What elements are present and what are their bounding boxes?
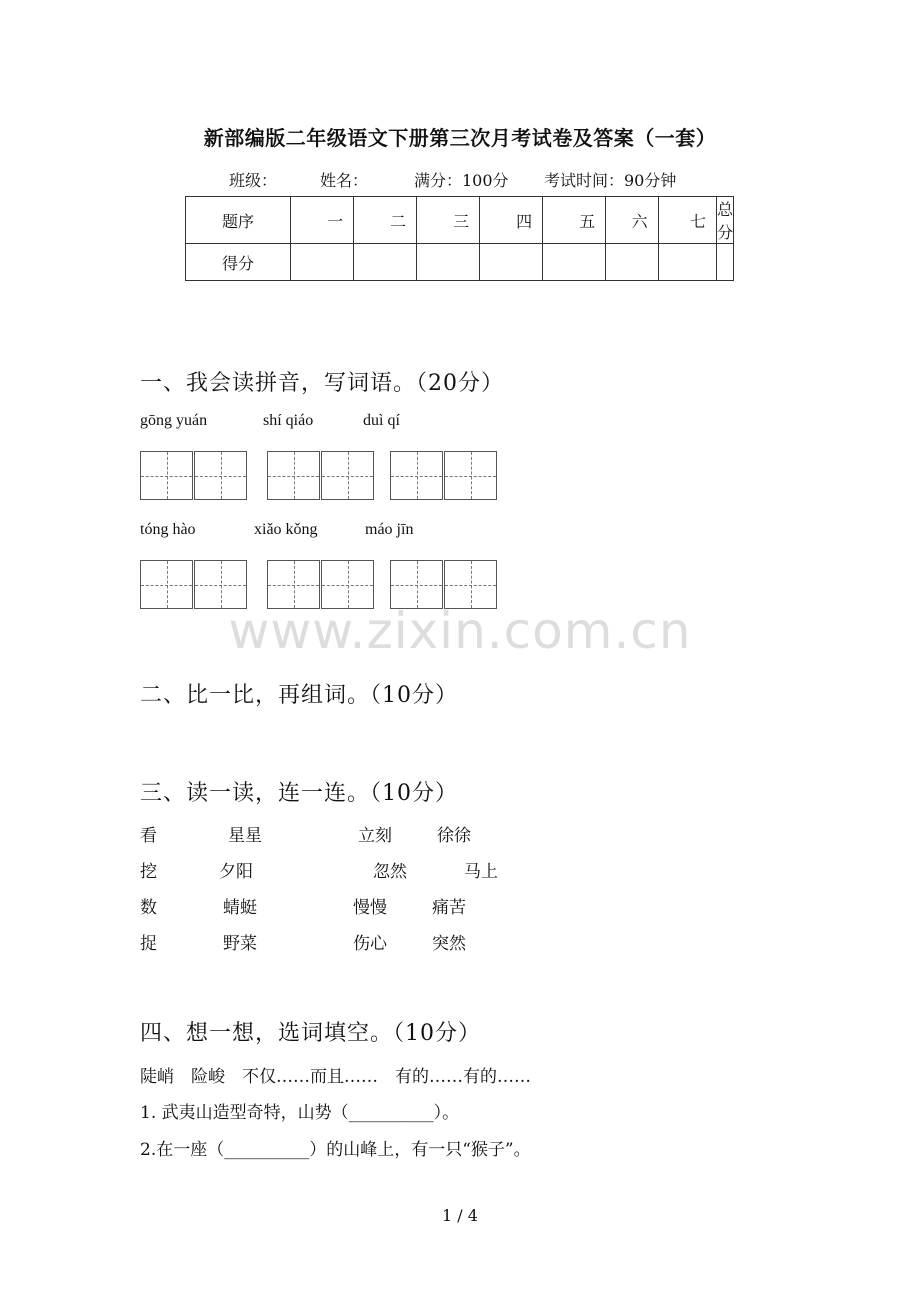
match-word: 慢慢 — [353, 898, 387, 918]
score-table — [185, 196, 734, 281]
score-input-cell[interactable] — [658, 244, 716, 281]
section-3-heading: 三、读一读，连一连。（10分） — [140, 781, 458, 806]
match-word: 蜻蜓 — [223, 898, 257, 918]
document-title: 新部编版二年级语文下册第三次月考试卷及答案（一套） — [203, 126, 717, 150]
score-input-cell[interactable] — [417, 244, 480, 281]
pinyin-label: máo jīn — [365, 521, 414, 538]
score-table-score-row — [186, 244, 734, 281]
match-word: 数 — [140, 898, 157, 918]
writing-grid — [267, 451, 375, 500]
table-cell: 二 — [354, 197, 417, 244]
table-cell: 题序 — [186, 197, 291, 244]
match-word: 野菜 — [223, 934, 257, 954]
pinyin-label: gōng yuán — [140, 412, 208, 429]
table-cell: 三 — [417, 197, 480, 244]
pinyin-label: tóng hào — [140, 521, 196, 538]
match-word: 马上 — [464, 862, 498, 882]
score-input-cell[interactable] — [480, 244, 543, 281]
tian-grid-cell[interactable] — [194, 451, 247, 500]
tian-grid-cell[interactable] — [390, 451, 443, 500]
tian-grid-cell[interactable] — [267, 451, 320, 500]
score-input-cell[interactable] — [354, 244, 417, 281]
match-word: 忽然 — [373, 862, 407, 882]
score-input-cell[interactable] — [543, 244, 606, 281]
match-word: 捉 — [140, 934, 157, 954]
question-2: 2.在一座（__________）的山峰上，有一只“猴子”。 — [140, 1140, 531, 1160]
table-cell: 得分 — [186, 244, 291, 281]
tian-grid-cell[interactable] — [321, 451, 374, 500]
page-number: 1 / 4 — [442, 1206, 478, 1225]
pinyin-label: shí qiáo — [263, 412, 314, 429]
table-cell: 五 — [543, 197, 606, 244]
table-cell: 总分 — [716, 197, 733, 244]
match-word: 痛苦 — [432, 898, 466, 918]
writing-grid — [390, 451, 498, 500]
score-table-header-row — [186, 197, 734, 244]
score-input-cell[interactable] — [606, 244, 659, 281]
writing-grid — [140, 451, 248, 500]
exam-time-label: 考试时间：90分钟 — [544, 171, 677, 190]
match-word: 星星 — [228, 826, 262, 846]
table-cell: 七 — [658, 197, 716, 244]
section-1-heading: 一、我会读拼音，写词语。（20分） — [140, 371, 504, 396]
pinyin-label: xiǎo kǒng — [254, 521, 318, 538]
match-word: 夕阳 — [219, 862, 253, 882]
pinyin-label: duì qí — [363, 412, 400, 429]
table-cell: 一 — [291, 197, 354, 244]
score-input-cell[interactable] — [291, 244, 354, 281]
name-label: 姓名： — [320, 171, 369, 190]
match-word: 徐徐 — [437, 826, 471, 846]
full-score-label: 满分：100分 — [414, 171, 509, 190]
section-4-heading: 四、想一想，选词填空。（10分） — [140, 1021, 481, 1046]
section-2-heading: 二、比一比，再组词。（10分） — [140, 683, 458, 708]
score-input-cell[interactable] — [716, 244, 733, 281]
match-word: 立刻 — [358, 826, 392, 846]
word-options: 陡峭 险峻 不仅……而且…… 有的……有的…… — [140, 1067, 531, 1087]
match-word: 伤心 — [353, 934, 387, 954]
match-word: 突然 — [432, 934, 466, 954]
table-cell: 六 — [606, 197, 659, 244]
match-word: 挖 — [140, 862, 157, 882]
tian-grid-cell[interactable] — [444, 451, 497, 500]
question-1: 1. 武夷山造型奇特，山势（__________）。 — [140, 1103, 460, 1123]
tian-grid-cell[interactable] — [140, 451, 193, 500]
match-word: 看 — [140, 826, 157, 846]
class-label: 班级： — [229, 171, 278, 190]
table-cell: 四 — [480, 197, 543, 244]
watermark: www.zixin.com.cn — [228, 602, 692, 660]
